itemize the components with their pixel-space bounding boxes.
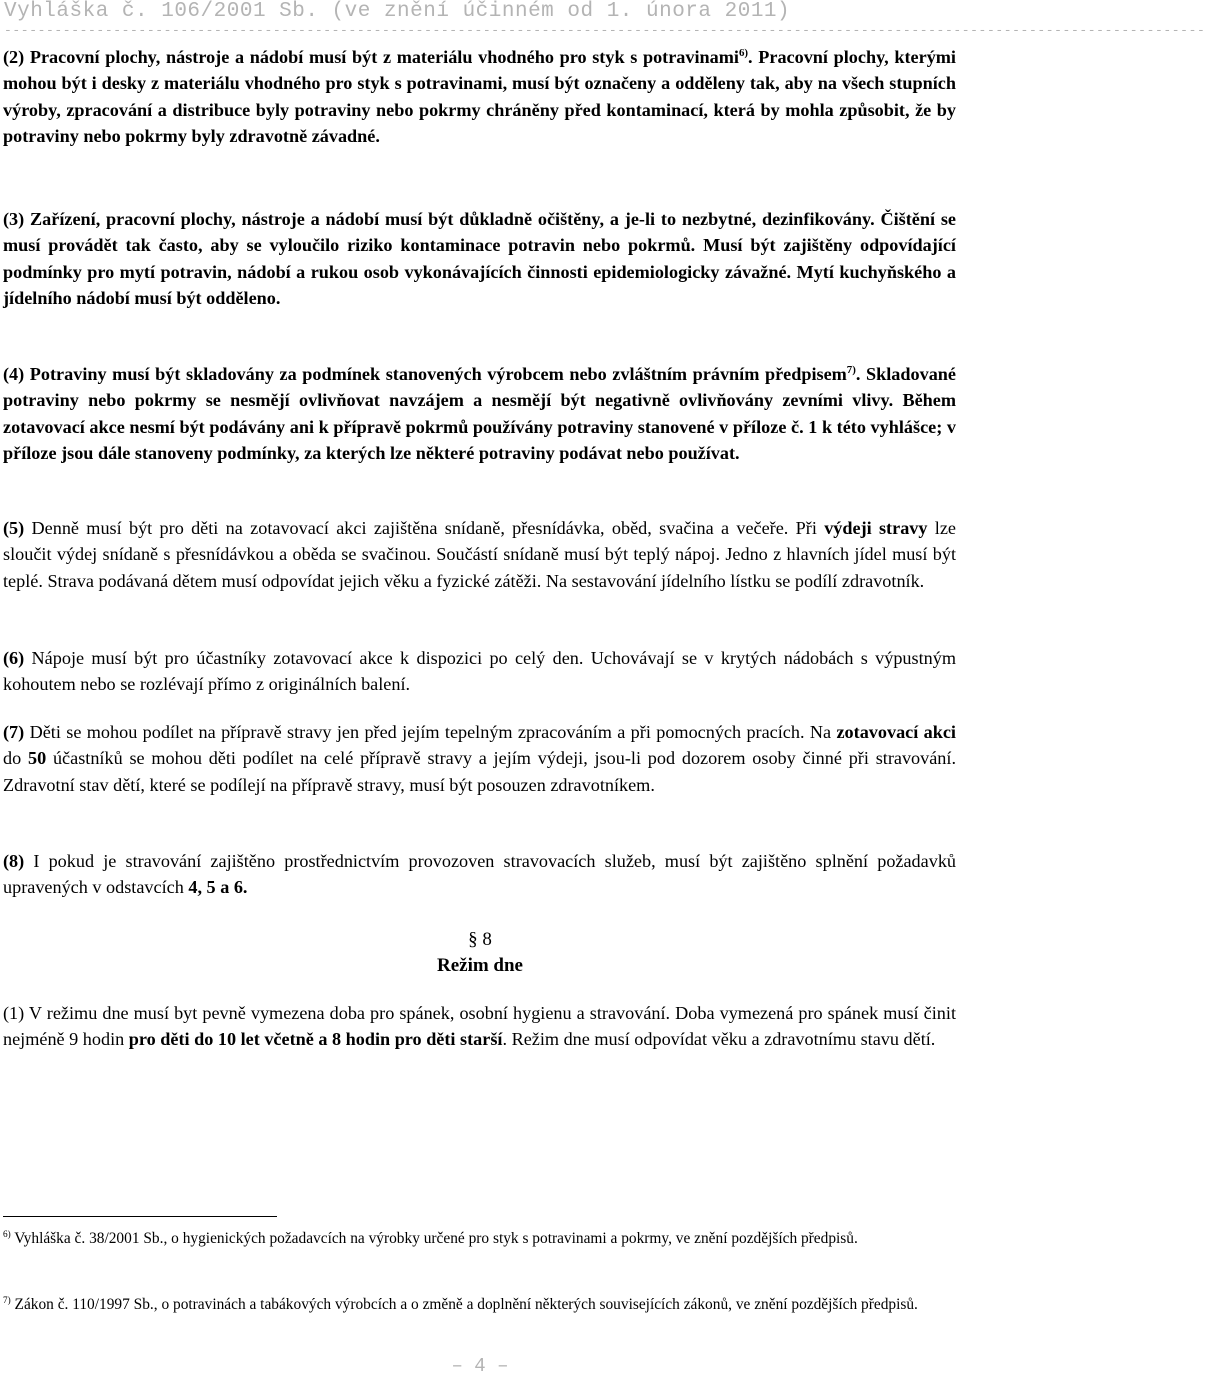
paragraph-3 (3, 206, 956, 312)
paragraph-8 (3, 848, 956, 901)
paragraph-2-text-b: . Pracovní plochy, kterými mohou být i desky z materiálu vhodného pro styk s potravinami, musí být označeny a odděleny tak, aby na všech stupních výroby, zpracování a distribuce byly potraviny nebo pokrmy chráněny před kontaminací, která by mohla způsobit, že by potraviny nebo pokrmy byly zdravotně závadné. (3, 47, 956, 147)
paragraph-5-bold: výdeji stravy (824, 518, 928, 538)
paragraph-7-bold-2: 50 (27, 748, 47, 769)
paragraph-7-text-a: Děti se mohou podílet na přípravě stravy jen před jejím tepelným zpracováním a při pomocných pracích. Na (24, 722, 837, 742)
section-number: § 8 (468, 929, 492, 950)
paragraph-5-number: (5) (3, 518, 25, 538)
paragraph-6-number: (6) (3, 648, 25, 668)
section-paragraph-1-text-b: . Režim dne musí odpovídat věku a zdravotnímu stavu dětí. (502, 1029, 936, 1050)
paragraph-2-text-a: (2) Pracovní plochy, nástroje a nádobí musí být z materiálu vhodného pro styk s potravinami (3, 47, 739, 67)
header-rule: ----------------------------------------------------------------------------------------------------------------------------------------------- (4, 23, 1205, 38)
paragraph-8-number: (8) (3, 851, 25, 871)
paragraph-7-bold-1: zotavovací akci (836, 722, 956, 742)
paragraph-8-text: I pokud je stravování zajištěno prostřednictvím provozoven stravovacích služeb, musí být zajištěno splnění požadavků upravených v odstavcích (3, 851, 956, 898)
paragraph-5-text-b: lze sloučit výdej snídaně s přesnídávkou a oběda se svačinou. Součástí snídaně musí být teplý nápoj. Jedno z hlavních jídel musí být teplé. Strava podávaná dětem musí odpovídat jejich věku a fyzické zátěži. Na sestavování jídelního lístku se podílí zdravotník. (3, 518, 956, 591)
footnote-7-text: Zákon č. 110/1997 Sb., o potravinách a tabákových výrobcích a o změně a doplnění některých souvisejících zákonů, ve znění pozdějších předpisů. (10, 1296, 918, 1313)
paragraph-6 (3, 645, 956, 698)
section-title: Režim dne (436, 955, 523, 976)
header-title: Vyhláška č. 106/2001 Sb. (ve znění účinném od 1. února 2011) (4, 0, 791, 23)
footnote-6-mark: 6) (3, 1228, 11, 1239)
paragraph-8-bold: 4, 5 a 6. (188, 877, 248, 898)
paragraph-7-text-c: účastníků se mohou děti podílet na celé přípravě stravy a jejím výdeji, jsou-li pod dozorem osoby činné při stravování. Zdravotní stav dětí, které se podílejí na přípravě stravy, musí být posouzen zdravotníkem. (3, 748, 957, 795)
footnote-7-mark: 7) (3, 1294, 11, 1305)
footnote-separator (3, 1216, 277, 1217)
footnote-ref-7: 7) (846, 363, 856, 376)
paragraph-5-text-a: Denně musí být pro děti na zotavovací akci zajištěna snídaně, přesnídávka, oběd, svačina a večeře. Při (24, 518, 825, 538)
paragraph-7-number: (7) (3, 722, 25, 742)
paragraph-3-text: (3) Zařízení, pracovní plochy, nástroje a nádobí musí být důkladně očištěny, a je-li to nezbytné, dezinfikovány. Čištění se musí provádět tak často, aby se vyloučilo riziko kontaminace potravin nebo pokrmů. Musí být zajištěny odpovídající podmínky pro mytí potravin, nádobí a rukou osob vykonávajících činnosti epidemiologicky závažné. Mytí kuchyňského a jídelního nádobí musí být odděleno. (3, 209, 956, 309)
paragraph-4 (3, 361, 956, 467)
paragraph-5 (3, 515, 956, 594)
footnote-6-text: Vyhláška č. 38/2001 Sb., o hygienických požadavcích na výrobky určené pro styk s potravinami a pokrmy, ve znění pozdějších předpisů. (10, 1230, 858, 1247)
footnote-7 (3, 1294, 956, 1316)
section-paragraph-1 (3, 1000, 956, 1053)
paragraph-4-text-a: (4) Potraviny musí být skladovány za podmínek stanovených výrobcem nebo zvláštním právním předpisem (3, 364, 847, 384)
paragraph-7-text-b: do (3, 748, 28, 769)
paragraph-2 (3, 44, 956, 150)
page-number: – 4 – (451, 1355, 509, 1377)
paragraph-6-text: Nápoje musí být pro účastníky zotavovací akce k dispozici po celý den. Uchovávají se v krytých nádobách s výpustným kohoutem nebo se rozlévají přímo z originálních balení. (3, 648, 956, 695)
section-paragraph-1-text-a: (1) V režimu dne musí byt pevně vymezena doba pro spánek, osobní hygienu a stravování. Doba vymezená pro spánek musí činit nejméně 9 hodin (3, 1003, 956, 1050)
footnote-ref-6: 6) (738, 46, 749, 59)
running-header (4, 0, 1205, 38)
paragraph-7 (3, 719, 956, 798)
paragraph-4-text-b: . Skladované potraviny nebo pokrmy se nesmějí ovlivňovat navzájem a nesmějí být negativně ovlivňovány zevními vlivy. Během zotavovací akce nesmí být podávány ani k přípravě pokrmů používány potraviny stanovené v příloze č. 1 k této vyhlášce; v příloze jsou dále stanoveny podmínky, za kterých lze některé potraviny podávat nebo používat. (3, 364, 956, 464)
footnote-6 (3, 1228, 956, 1250)
section-paragraph-1-bold: pro děti do 10 let včetně a 8 hodin pro děti starší (128, 1029, 503, 1050)
